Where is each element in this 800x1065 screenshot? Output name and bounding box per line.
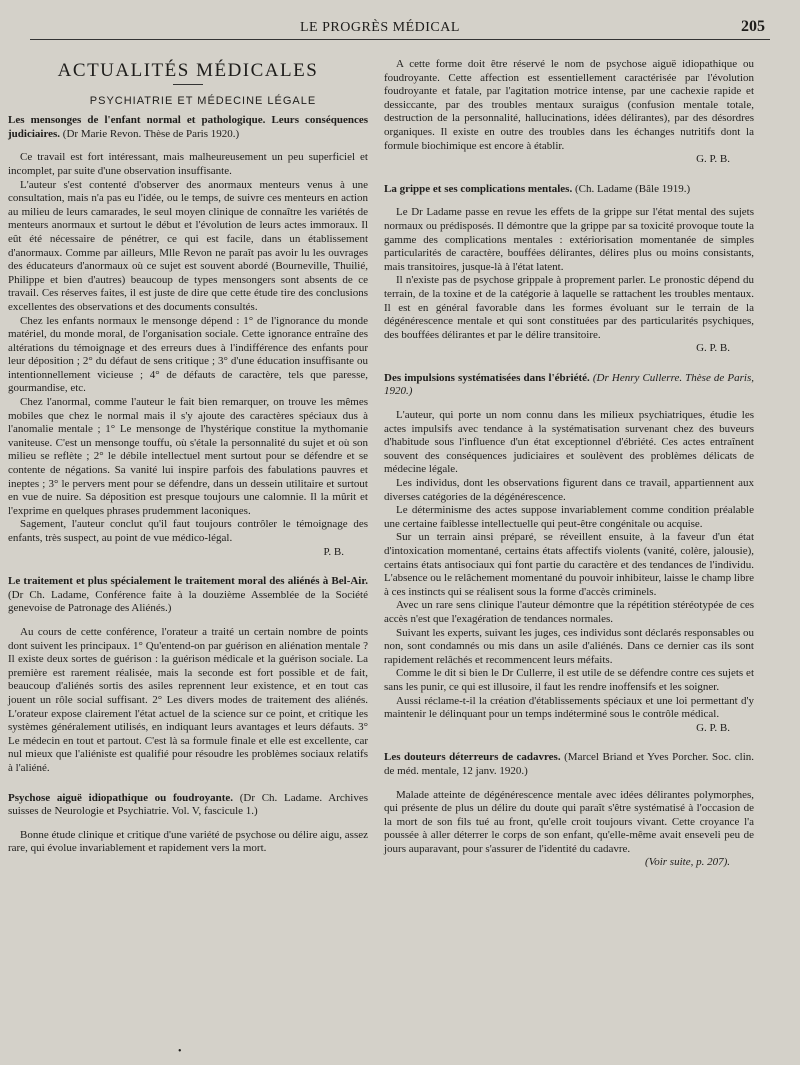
paragraph: Suivant les experts, suivant les juges, ces individus sont déclarés responsables ou non, sont condamnés ou mis dans un asile d'aliénés. Dans ce dernier cas ils sont rapidement relâchés et recommencent leurs méfaits. (384, 626, 754, 666)
article-grippe (384, 183, 754, 356)
paragraph: Malade atteinte de dégénérescence mentale avec idées délirantes polymorphes, qui présente de plus un délire du doute qui paraît s'être systématisé à l'occasion de la mort de son fils tué au front, qu'elle croit toujours vivant. Cette croyance l'a poussée à aller déterrer le corps de son enfant, qu'elle-même avait enseveli peu de jours auparavant, pour s'assurer de l'identité du cadavre. (384, 788, 754, 855)
left-column (8, 56, 368, 856)
signature: G. P. B. (696, 153, 730, 166)
article-impulsions (384, 372, 754, 735)
article-title: Les mensonges de l'enfant normal et pathologique. Leurs conséquences judiciaires. (8, 114, 368, 140)
paragraph: Sagement, l'auteur conclut qu'il faut toujours contrôler le témoignage des enfants, très suspect, au point de vue médico-légal. (8, 518, 368, 544)
section-title: ACTUALITÉS MÉDICALES (57, 60, 319, 81)
paragraph: Sur un terrain ainsi préparé, se réveillent ensuite, à la faveur d'un état d'intoxication momentané, certains états affectifs violents (vanité, colère, jalousie), certains états antisociaux qui font partie du caractère et des tendances de l'individu. L'absence ou le relâchement momentané du pouvoir inhibiteur, laisse le champ libre à ces instincts qui se réalisent sous la forme d'accès criminels. (384, 531, 754, 598)
article-psychose-continued (384, 58, 754, 167)
article-mensonges (8, 114, 368, 559)
journal-title: LE PROGRÈS MÉDICAL (300, 20, 460, 35)
signature: G. P. B. (696, 721, 730, 734)
paragraph: Au cours de cette conférence, l'orateur a traité un certain nombre de points dont suivent les principaux. 1° Qu'entend-on par guérison en aliénation mentale ? Il existe deux sortes de guérison : la guérison médicale et la guérison sociale. La première est rarement réalisée, mais la seconde est fort possible et de fait, beaucoup d'aliénés sortis des asiles reprennent leur existence, et en tout cas jouent un rôle social suffisant. 2° Les divers modes de traitement des aliénés. L'orateur expose clairement l'état actuel de la science sur ce point, et critique les systèmes généralement utilisés, en indiquant leurs avantages et leurs défauts. 3° Le médecin en tout et partout. C'est là sa formule finale et elle est excellente, car nul mieux que l'aliéniste est qualifié pour résoudre les problèmes sociaux relatifs à l'aliéné. (8, 625, 368, 774)
paragraph: Chez les enfants normaux le mensonge dépend : 1° de l'ignorance du monde matériel, du monde moral, de l'organisation sociale. Cette ignorance entraîne des altérations du témoignage et des erreurs dues à l'indifférence des enfants pour leur déposition ; 2° du défaut de sens critique ; 3° d'une éducation insuffisante ou intentionnellement vicieuse ; 4° de défauts de caractère, tels que paresse, gourmandise, etc. (8, 314, 368, 395)
article-ref: (Ch. Ladame (Bâle 1919.) (574, 182, 691, 195)
page-number: 205 (741, 18, 765, 35)
paragraph: Comme le dit si bien le Dr Cullerre, il est utile de se défendre contre ces sujets et sans les punir, ce qui est illusoire, il faut les rendre inoffensifs et les soigner. (384, 667, 754, 693)
paragraph: Avec un rare sens clinique l'auteur démontre que la répétition stéréotypée de ces accès n'est que l'exagération de tendances normales. (384, 599, 754, 625)
right-column (384, 58, 754, 870)
paragraph: L'auteur s'est contenté d'observer des anormaux menteurs venus à une consultation, mais n'a pas eu l'idée, ou le temps, de suivre ces menteurs en action au milieu de leurs camarades, le seul moyen clinique de connaître les variétés de menteurs anormaux et surtout le début et l'évolution de leurs actes immoraux. Il eût été nécessaire de pénétrer, ce qui est facile, dans un établissement d'anormaux. Comme par ailleurs, Mlle Revon ne paraît pas avoir lu les ouvrages des éducateurs d'anormaux où ce sujet est souvent abordé (Bourneville, Thuilié, Philippe et bien d'autres) beaucoup de types mensongers sont absents de ce travail. Ces réserves faites, il est juste de dire que cette étude tire des conclusions excellentes des observations et des documents consultés. (8, 178, 368, 313)
paragraph: Le Dr Ladame passe en revue les effets de la grippe sur l'état mental des sujets normaux ou prédisposés. Il démontre que la grippe par sa toxicité provoque toute la gamme des complications mentales : extériorisation momentanée de simples particularités de caractère, bouffées délirantes, délires plus ou moins consistants, mais transitoires, jusque-là à l'état latent. (384, 206, 754, 273)
signature: P. B. (323, 545, 344, 558)
paragraph: Chez l'anormal, comme l'auteur le fait bien remarquer, on trouve les mêmes mobiles que chez le normal mais il s'y ajoute des caractères spéciaux dus à l'anomalie mentale ; 1° Le mensonge de l'hystérique constitue la mythomanie vaniteuse. C'est un mensonge touffu, où s'étale la personnalité du sujet et où son milieu se reflète ; 2° le débile intellectuel ment surtout pour se défendre et se contente de négations. Sa vanité lui inspire parfois des fabulations pauvres et ineptes ; 3° le pervers ment pour se défendre, dans un dessein utilitaire et surtout en vue de nuire. Sa déposition est presque toujours une calomnie. Il la mûrit et l'exprime en quelques phrases prudemment laconiques. (8, 396, 368, 517)
signature: G. P. B. (696, 342, 730, 355)
article-title: La grippe et ses complications mentales. (384, 182, 573, 195)
footer-dot: • (178, 1046, 182, 1057)
section-divider (173, 84, 203, 85)
article-ref: (Marcel Briand et Yves Porcher. Soc. clin. de méd. mentale, 12 janv. 1920.) (384, 751, 755, 777)
paragraph: Le déterminisme des actes suppose invariablement comme condition préalable une certaine faiblesse intellectuelle qui peut-être congénitale ou acquise. (384, 504, 754, 530)
continuation-note: (Voir suite, p. 207). (645, 856, 730, 869)
paragraph: Les individus, dont les observations figurent dans ce travail, appartiennent aux diverses catégories de la dégénérescence. (384, 477, 754, 503)
running-header (0, 18, 800, 38)
article-title: Des impulsions systématisées dans l'ébriété. (384, 371, 590, 384)
paragraph: Aussi réclame-t-il la création d'établissements spéciaux et une loi permettant d'y maintenir le délinquant pour un temps indéterminé sous le contrôle médical. (384, 694, 754, 721)
header-rule (30, 39, 770, 40)
article-ref: (Dr Ch. Ladame. Archives suisses de Neurologie et Psychiatrie. Vol. V, fascicule 1.) (8, 791, 368, 818)
paragraph: Il n'existe pas de psychose grippale à proprement parler. Le pronostic dépend du terrain, de la toxine et de la catégorie à laquelle se rattachent les troubles mentaux. Il est en général favorable dans les formes évoluant sur le terrain de la dégénérescence mentale et qui sont constituées par des particularités psychiques, des bouffées délirantes et par le délire transitoire. (384, 274, 754, 341)
paragraph: A cette forme doit être réservé le nom de psychose aiguë idiopathique ou foudroyante. Cette affection est essentiellement caractérisée par l'évolution foudroyante et fatale, par l'agitation motrice intense, par une cachexie rapide et dessiccante, par des troubles mentaux suraigus (confusion mentale totale, destruction de la personnalité, hallucinations, idées délirantes), par des désordres organiques. Il existe en outre des troubles dans les échanges nutritifs dont la formule biochimique est encore à établir. (384, 58, 754, 152)
article-title: Les douteurs déterreurs de cadavres. (384, 751, 561, 764)
article-title: Le traitement et plus spécialement le traitement moral des aliénés à Bel-Air. (8, 575, 368, 588)
article-title: Psychose aiguë idiopathique ou foudroyante. (8, 791, 233, 804)
paragraph: Ce travail est fort intéressant, mais malheureusement un peu superficiel et incomplet, par suite d'une observation insuffisante. (8, 151, 368, 177)
article-douteurs (384, 751, 754, 870)
article-traitement (8, 575, 368, 775)
section-subtitle: PSYCHIATRIE ET MÉDECINE LÉGALE (89, 94, 317, 107)
article-ref: (Dr Marie Revon. Thèse de Paris 1920.) (62, 127, 240, 140)
paragraph: Bonne étude clinique et critique d'une variété de psychose ou délire aigu, assez rare, qui évolue invariablement et rapidement vers la mort. (8, 828, 368, 855)
paragraph: L'auteur, qui porte un nom connu dans les milieux psychiatriques, étudie les actes impulsifs avec tendance à la systématisation survenant chez des buveurs d'habitude sous l'influence d'un état exceptionnel d'ébriété. Ces actes entraînent souvent des conséquences judiciaires et soulèvent des problèmes délicats de médecine légale. (384, 409, 754, 476)
article-psychose (8, 792, 368, 856)
article-ref: (Dr Henry Cullerre. Thèse de Paris, 1920.) (384, 371, 754, 398)
article-ref: (Dr Ch. Ladame, Conférence faite à la douzième Assemblée de la Société genevoise de Patronage des Aliénés.) (8, 588, 368, 615)
